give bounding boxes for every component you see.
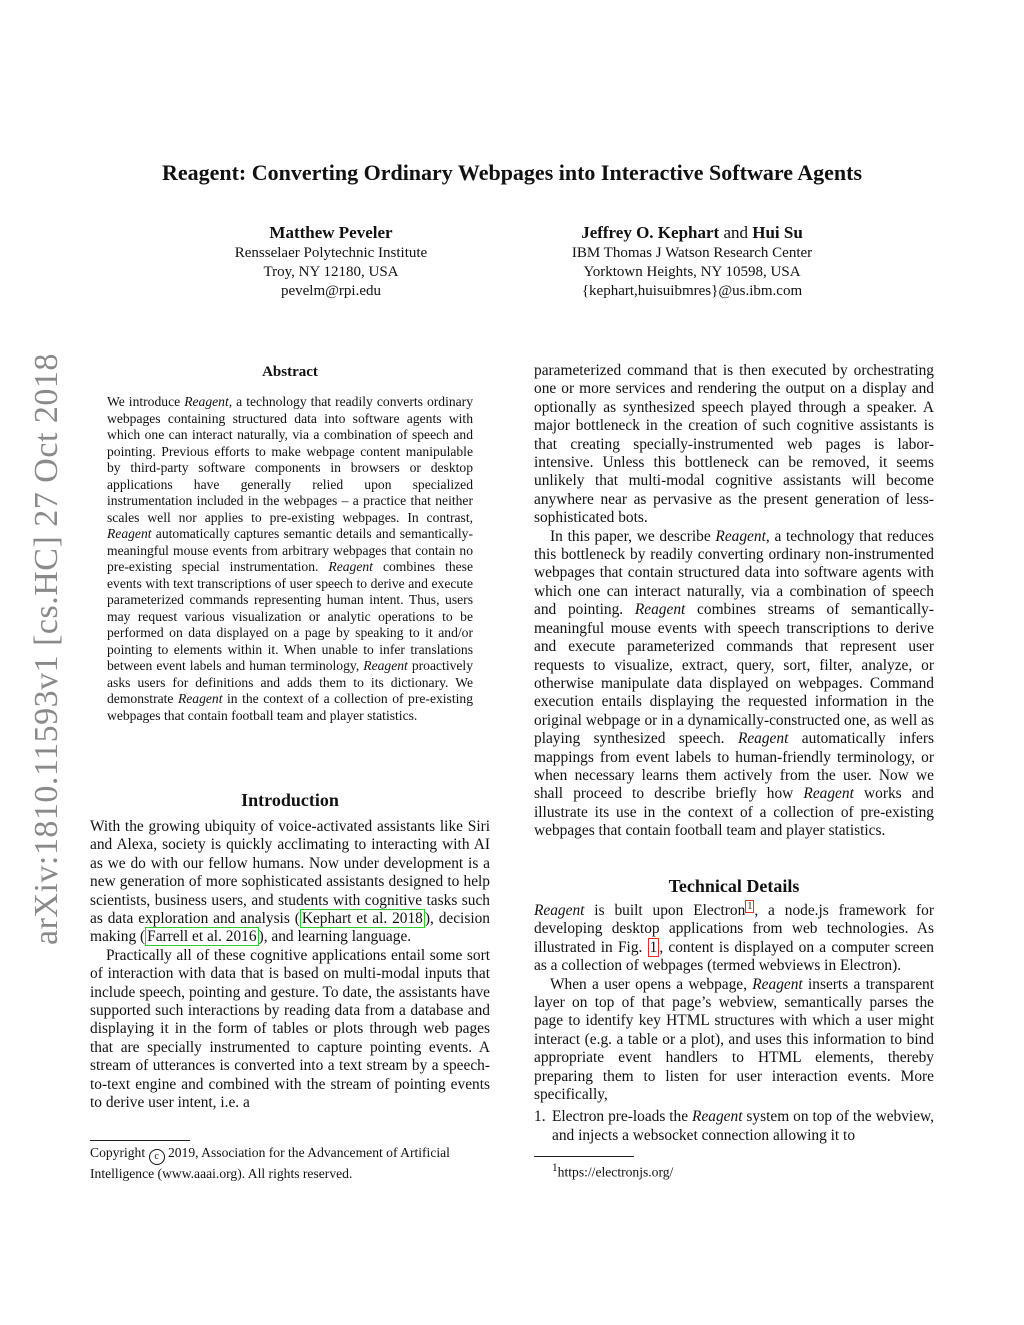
footnote-rule-right xyxy=(534,1156,634,1157)
tech-paragraph-2: When a user opens a webpage, Reagent inserts a transparent layer on top of that page’s webview, semantically parses the page to identify key HTML structures with which a user might interact (e.g. a table or a plot), and uses this information to bind appropriate event handlers to HTML elements, thereby preparing them to listen for user interaction events. More specifically, xyxy=(534,975,934,1104)
figure-ref-1[interactable]: 1 xyxy=(649,938,658,956)
author-address: Yorktown Heights, NY 10598, USA xyxy=(583,264,801,280)
arxiv-identifier: arXiv:1810.11593v1 [cs.HC] 27 Oct 2018 xyxy=(28,353,65,945)
introduction-heading: Introduction xyxy=(241,790,339,810)
list-item xyxy=(534,1108,934,1145)
author-address: Troy, NY 12180, USA xyxy=(263,264,399,280)
citation-farrell-2016[interactable]: Farrell et al. 2016 xyxy=(147,928,257,946)
author-and: and xyxy=(723,223,748,242)
abstract-heading: Abstract xyxy=(262,364,318,380)
tech-paragraph-1: Reagent is built upon Electron $^1$ , a node.js framework for developing desktop applications from web technologies. As illustrated in Fig. 1 , content is displayed on a computer screen as a collection of webpages (termed webviews in Electron). xyxy=(534,900,934,975)
abstract-paragraph: We introduce Reagent, a technology that readily converts ordinary webpages containing structured data into software agents with which one can interact naturally, via a combination of speech and pointing. Previous efforts to make webpage content manipulable by third-party software components in browsers or desktop applications have generally relied upon specialized instrumentation included in the webpages – a practice that neither scales well nor applies to pre-existing webpages. In contrast, Reagent automatically captures semantic details and semantically-meaningful mouse events from arbitrary webpages that contain no pre-existing special instrumentation. Reagent combines these events with text transcriptions of user speech to derive and execute parameterized commands representing human intent. Thus, users may request various visualization or analytic operations to be performed on data displayed on a page by speaking to it and/or pointing to elements within it. When unable to infer translations between event labels and human terminology, Reagent proactively asks users for definitions and adds them to its dictionary. We demonstrate Reagent in the context of a collection of pre-existing webpages that contain football team and player statistics. xyxy=(107,394,474,723)
introduction-body xyxy=(90,818,490,1113)
author-email: pevelm@rpi.edu xyxy=(280,283,382,299)
abstract-body xyxy=(107,394,473,724)
intro-paragraph-2: Practically all of these cognitive applications entail some sort of interaction with data that is based on multi-modal inputs that include speech, pointing and gesture. To date, the assistants have supported such interactions by reading data from a database and displaying it in the form of tables or plots through web pages that are specially instrumented to capture pointing events. A stream of utterances is converted into a text stream by a speech-to-text engine and combined with the stream of pointing events to derive user intent, i.e. a xyxy=(90,946,490,1112)
copyright-notice: Copyright c 2019, Association for the Advancement of Artificial Intelligence (www.aaai.org). All rights reserved. xyxy=(90,1145,450,1181)
author-name-2: Hui Su xyxy=(752,223,803,242)
intro-paragraph-1: With the growing ubiquity of voice-activated assistants like Siri and Alexa, society is quickly acclimating to interacting with AI as we do with our fellow humans. Now under development is a new generation of more sophisticated assistants designed to help scientists, business users, and students with cognitive tasks such as data exploration and analysis ( Kephart et al. 2018 ), decision making ( Farrell et al. 2016 ), and learning language. xyxy=(90,818,490,946)
copyright-icon: c xyxy=(149,1149,165,1165)
author-name-1: Jeffrey O. Kephart xyxy=(581,223,720,242)
citation-kephart-2018[interactable]: Kephart et al. 2018 xyxy=(301,910,423,928)
author-affiliation: IBM Thomas J Watson Research Center xyxy=(571,245,813,261)
author-affiliation: Rensselaer Polytechnic Institute xyxy=(234,245,428,261)
right-paragraph-1: parameterized command that is then executed by orchestrating one or more services and rendering the output on a display and optionally as synthesized speech played through a speaker. A major bottleneck in the creation of such cognitive assistants is that creating specially-instrumented web pages is labor-intensive. Unless this bottleneck can be removed, it seems unlikely that multi-modal cognitive assistants will become anywhere near as pervasive as the present generation of less-sophisticated bots. xyxy=(534,362,934,527)
paper-title: Reagent: Converting Ordinary Webpages into Interactive Software Agents xyxy=(161,160,863,185)
footnote-url[interactable]: https://electronjs.org/ xyxy=(557,1164,674,1180)
author-email: {kephart,huisuibmres}@us.ibm.com xyxy=(581,283,803,299)
list-item-number: 1. xyxy=(534,1108,546,1126)
author-names xyxy=(520,222,864,244)
footnote-1 xyxy=(552,1160,932,1181)
footnote-link-1[interactable]: 1 xyxy=(747,900,753,912)
right-column-body xyxy=(534,362,934,841)
author-block-right xyxy=(520,222,864,301)
footnote-rule-left xyxy=(90,1140,190,1141)
author-block-left xyxy=(200,222,462,301)
right-paragraph-2: In this paper, we describe Reagent, a technology that reduces this bottleneck by readily converting ordinary non-instrumented webpages that contain structured data into software agents with which one can interact naturally, via a combination of speech and pointing. Reagent combines streams of semantically-meaningful mouse events with speech transcriptions to derive and execute parameterized commands that represent user requests to visualize, extract, query, sort, filter, analyze, or otherwise manipulate data displayed on webpages. Command execution entails displaying the requested information in the original webpage or in a dynamically-constructed one, as well as playing synthesized speech. Reagent automatically infers mappings from event labels to human-friendly terminology, or when necessary learns them actively from the user. Now we shall proceed to describe briefly how Reagent works and illustrate its use in the context of a collection of pre-existing webpages that contain football team and player statistics. xyxy=(534,527,935,840)
technical-details-heading: Technical Details xyxy=(668,876,800,896)
technical-details-body xyxy=(534,902,934,1145)
footnote-mark: 1 xyxy=(552,1162,558,1174)
author-name: Matthew Peveler xyxy=(269,223,393,242)
list-item-text: Electron pre-loads the Reagent system on top of the webview, and injects a websocket connection allowing it to xyxy=(552,1108,934,1144)
